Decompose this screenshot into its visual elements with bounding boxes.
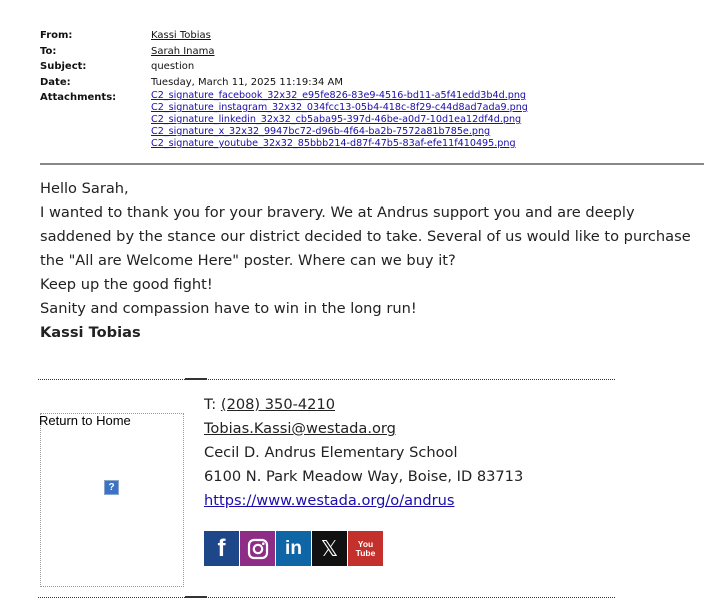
attachments-label: Attachments: bbox=[40, 92, 117, 103]
phone-link[interactable]: (208) 350-4210 bbox=[220, 396, 336, 413]
attachments-list bbox=[151, 90, 528, 150]
school-name: Cecil D. Andrus Elementary School bbox=[204, 444, 458, 461]
subject-row bbox=[40, 59, 528, 75]
subject-label: Subject: bbox=[40, 61, 87, 72]
divider-notch-bottom bbox=[185, 596, 207, 598]
email-header bbox=[40, 28, 528, 150]
message-body bbox=[40, 177, 700, 345]
instagram-icon[interactable] bbox=[240, 531, 275, 566]
signature-divider-top bbox=[38, 379, 615, 380]
linkedin-icon[interactable]: in bbox=[276, 531, 311, 566]
instagram-glyph bbox=[246, 537, 270, 561]
email-line bbox=[204, 417, 523, 441]
from-label: From: bbox=[40, 30, 73, 41]
youtube-icon[interactable] bbox=[348, 531, 383, 566]
to-label: To: bbox=[40, 45, 57, 57]
date-value: Tuesday, March 11, 2025 11:19:34 AM bbox=[151, 76, 343, 88]
header-divider bbox=[40, 163, 704, 165]
x-icon[interactable]: 𝕏 bbox=[312, 531, 347, 566]
attachment-link-instagram[interactable]: C2_signature_instagram_32x32_034fcc13-05b4-418c-8f29-c44d8ad7ada9.png bbox=[151, 102, 528, 113]
subject-value: question bbox=[151, 61, 195, 72]
date-row bbox=[40, 75, 528, 91]
message-paragraph: I wanted to thank you for your bravery. We at Andrus support you and are deeply saddened by the stance our district decided to take. Several of us would like to purchase the "All are Welcome Here" poster. Where can we buy it? bbox=[40, 204, 691, 269]
return-home-alt-text[interactable]: Return to Home bbox=[39, 413, 131, 428]
from-row bbox=[40, 28, 528, 44]
attachments-row bbox=[40, 90, 528, 150]
broken-image-icon: ? bbox=[104, 480, 119, 495]
phone-label: T: bbox=[204, 396, 221, 413]
website-link[interactable]: https://www.westada.org/o/andrus bbox=[204, 492, 455, 509]
email-link[interactable]: Tobias.Kassi@westada.org bbox=[204, 420, 396, 437]
to-link[interactable]: Sarah Inama bbox=[151, 45, 215, 57]
facebook-icon[interactable]: f bbox=[204, 531, 239, 566]
date-label: Date: bbox=[40, 76, 71, 88]
social-icons bbox=[204, 531, 383, 566]
attachment-link-x[interactable]: C2_signature_x_32x32_9947bc72-d96b-4f64-ba2b-7572a81b785e.png bbox=[151, 126, 491, 137]
attachment-link-youtube[interactable]: C2_signature_youtube_32x32_85bbb214-d87f-47b5-83af-efe11f410495.png bbox=[151, 138, 516, 149]
return-home-image-frame[interactable] bbox=[40, 413, 184, 587]
youtube-text-bottom: Tube bbox=[355, 547, 376, 558]
signature-divider-bottom bbox=[38, 597, 615, 598]
website-line bbox=[204, 489, 523, 513]
attachment-link-linkedin[interactable]: C2_signature_linkedin_32x32_cb5aba95-397d-46be-a0d7-10d1ea12df4d.png bbox=[151, 114, 522, 125]
youtube-text-top: You bbox=[357, 538, 374, 549]
divider-notch bbox=[185, 378, 207, 380]
message-line-closing: Sanity and compassion have to win in the long run! bbox=[40, 300, 417, 317]
from-link[interactable]: Kassi Tobias bbox=[151, 30, 211, 41]
phone-line bbox=[204, 393, 523, 417]
greeting: Hello Sarah, bbox=[40, 180, 129, 197]
attachment-link-facebook[interactable]: C2_signature_facebook_32x32_e95fe826-83e9-4516-bd11-a5f41edd3b4d.png bbox=[151, 90, 527, 101]
to-row bbox=[40, 44, 528, 60]
message-line-encouragement: Keep up the good fight! bbox=[40, 276, 213, 293]
signature-name: Kassi Tobias bbox=[40, 324, 141, 341]
school-address: 6100 N. Park Meadow Way, Boise, ID 83713 bbox=[204, 468, 524, 485]
contact-block bbox=[204, 393, 523, 513]
